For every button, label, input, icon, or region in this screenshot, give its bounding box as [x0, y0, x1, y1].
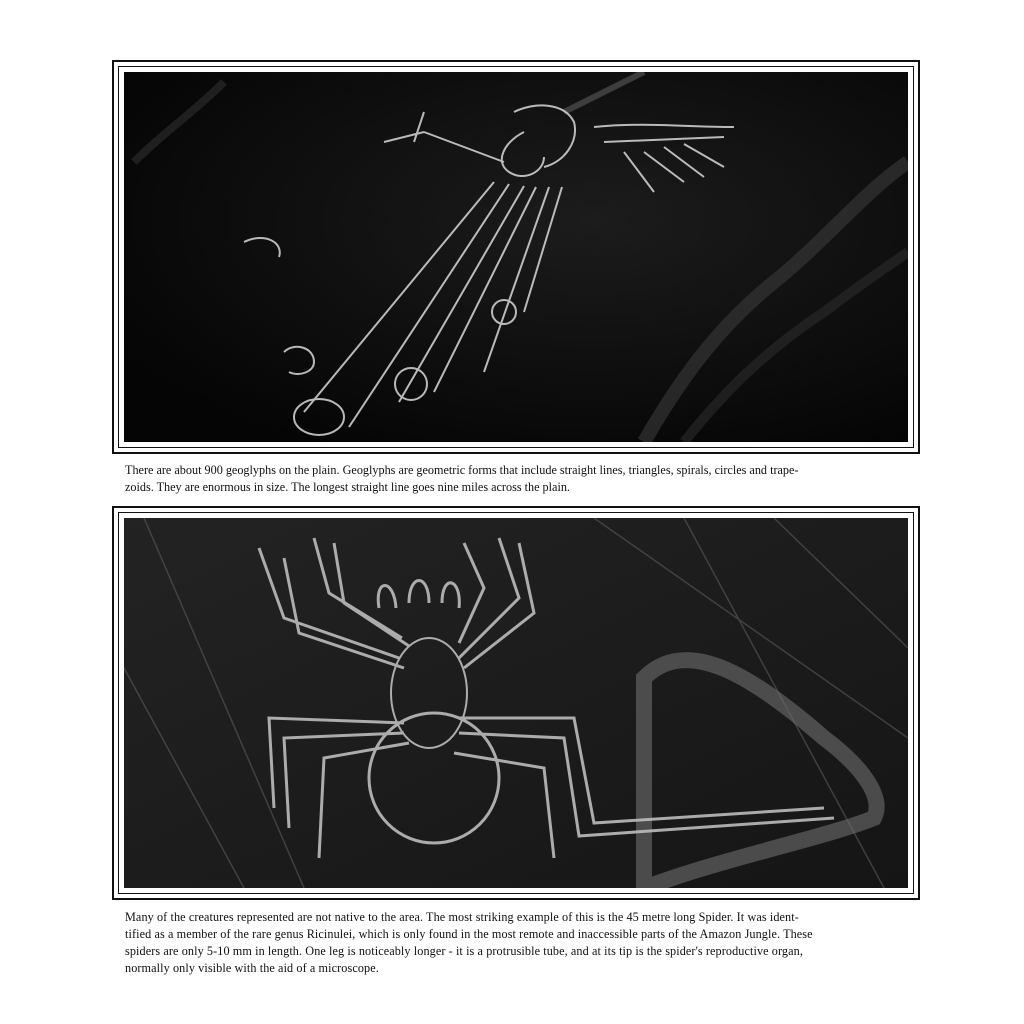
figure-2-frame [112, 506, 920, 900]
caption-line: spiders are only 5-10 mm in length. One leg is noticeably longer - it is a protrusible tube, and at its tip is the spider's reproductive organ, [125, 944, 803, 958]
caption-line: tified as a member of the rare genus Ricinulei, which is only found in the most remote and inaccessible parts of the Amazon Jungle. These [125, 927, 813, 941]
figure-1-frame [112, 60, 920, 454]
astronaut-geoglyph-photo [124, 72, 908, 442]
caption-line: There are about 900 geoglyphs on the plain. Geoglyphs are geometric forms that include straight lines, triangles, spirals, circles and trape- [125, 463, 799, 477]
caption-line: Many of the creatures represented are not native to the area. The most striking example of this is the 45 metre long Spider. It was ident- [125, 910, 799, 924]
caption-line: normally only visible with the aid of a microscope. [125, 961, 379, 975]
caption-line: zoids. They are enormous in size. The longest straight line goes nine miles across the plain. [125, 480, 570, 494]
geoglyph-hands-drawing [124, 72, 908, 442]
figure-2-caption [125, 909, 903, 977]
figure-1-caption [125, 462, 901, 496]
geoglyph-spider-drawing [124, 518, 908, 888]
spider-geoglyph-photo [124, 518, 908, 888]
